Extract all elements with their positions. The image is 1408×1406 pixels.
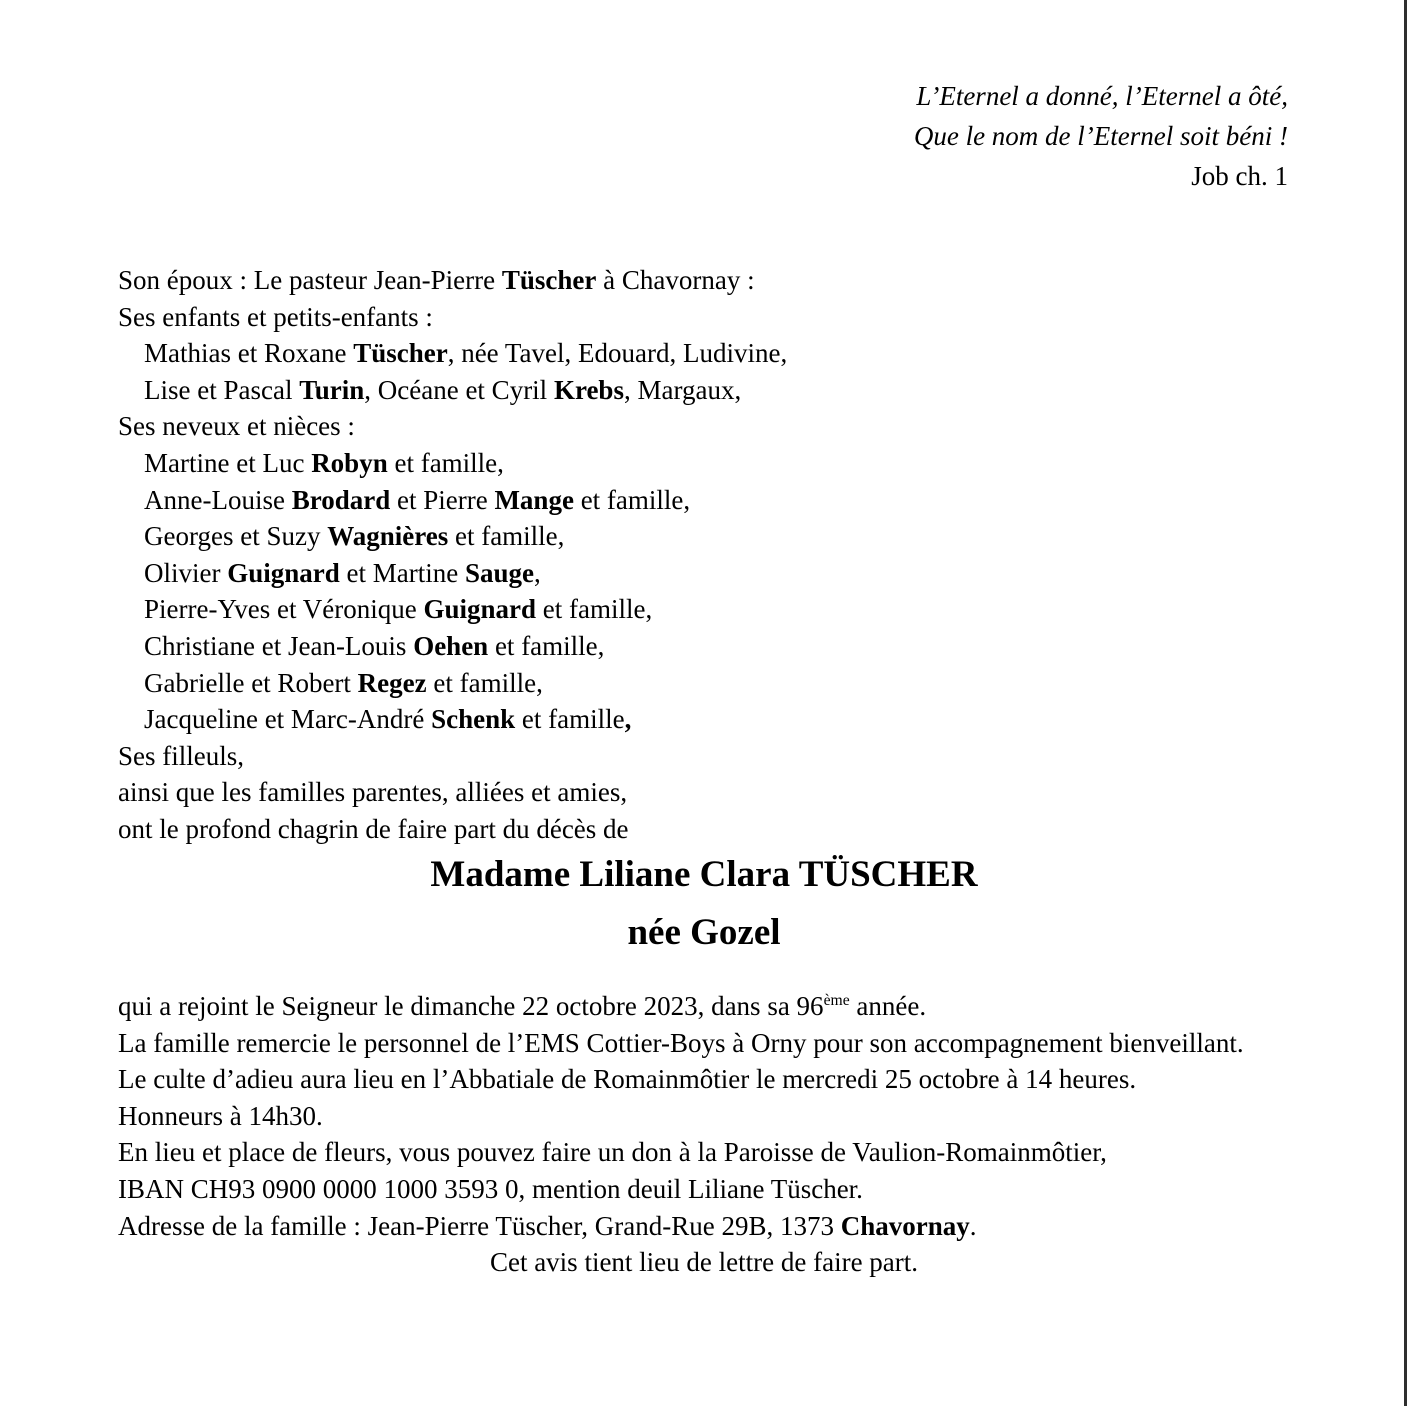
text-run: , xyxy=(534,557,541,588)
text-run: ème xyxy=(823,992,850,1009)
text-line xyxy=(118,518,1348,555)
epigraph-attribution: Job ch. 1 xyxy=(1191,161,1288,191)
text-line xyxy=(118,1208,1290,1245)
text-line xyxy=(118,774,1348,811)
text-line xyxy=(118,262,1348,299)
text-run: Jacqueline et Marc-André xyxy=(144,704,432,735)
deceased-maiden-name: née Gozel xyxy=(627,912,781,953)
text-run: Son époux : Le pasteur Jean-Pierre xyxy=(118,265,502,295)
text-run: Georges et Suzy xyxy=(144,521,328,552)
text-line xyxy=(118,555,1348,592)
text-line xyxy=(118,1134,1290,1171)
epigraph-line-1: L’Eternel a donné, l’Eternel a ôté, xyxy=(916,81,1288,111)
text-line xyxy=(118,1171,1290,1208)
text-line xyxy=(118,408,1348,445)
text-run: Gabrielle et Robert xyxy=(144,667,358,698)
text-run: Tüscher xyxy=(501,265,597,295)
text-run: Turin xyxy=(299,374,365,405)
text-run: La famille remercie le personnel de l’EMS Cottier-Boys à Orny pour son accompagnement bienveillant. xyxy=(118,1027,1244,1058)
text-line xyxy=(118,1244,1290,1281)
text-run: et famille, xyxy=(573,484,691,515)
text-line xyxy=(118,701,1348,738)
epigraph xyxy=(914,76,1288,196)
text-run: Tüscher xyxy=(353,338,448,369)
text-line xyxy=(118,988,1290,1025)
announcement-details xyxy=(118,988,1290,1281)
text-line xyxy=(118,372,1348,409)
text-run: , Océane et Cyril xyxy=(364,374,554,405)
text-run: . xyxy=(969,1210,977,1241)
epigraph-line-2: Que le nom de l’Eternel soit béni ! xyxy=(913,121,1288,151)
text-run: et famille, xyxy=(448,521,565,552)
text-line xyxy=(118,1061,1290,1098)
text-run: Christiane et Jean-Louis xyxy=(144,630,414,661)
text-run: Cet avis tient lieu de lettre de faire part. xyxy=(489,1247,919,1278)
text-run: Ses filleuls, xyxy=(118,740,244,771)
text-run: Oehen xyxy=(413,630,489,661)
text-run: Robyn xyxy=(311,447,388,478)
text-run: à Chavornay : xyxy=(596,265,755,295)
text-run: Sauge xyxy=(465,557,535,588)
text-line xyxy=(118,665,1348,702)
text-line xyxy=(118,738,1348,775)
text-run: Wagnières xyxy=(327,521,449,552)
text-run: Pierre-Yves et Véronique xyxy=(144,594,424,625)
text-run: année. xyxy=(849,991,927,1021)
text-run: et Martine xyxy=(339,557,465,588)
text-line xyxy=(118,811,1348,848)
family-list xyxy=(118,262,1348,848)
text-run: Guignard xyxy=(423,594,536,625)
deceased-name-block xyxy=(0,846,1408,962)
text-run: En lieu et place de fleurs, vous pouvez faire un don à la Paroisse de Vaulion-Romainmôtier, xyxy=(118,1137,1107,1168)
deceased-name: Madame Liliane Clara TÜSCHER xyxy=(430,854,978,895)
text-run: ont le profond chagrin de faire part du décès de xyxy=(118,813,629,844)
text-run: , née Tavel, Edouard, Ludivine, xyxy=(447,338,788,369)
text-run: et famille xyxy=(515,704,625,735)
text-run: Regez xyxy=(357,667,427,698)
text-run: , xyxy=(624,704,632,735)
text-line xyxy=(118,1025,1290,1062)
text-run: et famille, xyxy=(387,447,504,478)
text-run: ainsi que les familles parentes, alliées et amies, xyxy=(118,777,628,808)
text-run: Ses neveux et nièces : xyxy=(118,411,355,442)
text-run: Ses enfants et petits-enfants : xyxy=(118,301,433,332)
text-line xyxy=(118,591,1348,628)
text-run: et famille, xyxy=(488,630,605,661)
text-run: IBAN CH93 0900 0000 1000 3593 0, mention deuil Liliane Tüscher. xyxy=(118,1173,863,1204)
text-run: , Margaux, xyxy=(623,374,742,405)
text-run: Honneurs à 14h30. xyxy=(118,1100,323,1131)
text-line xyxy=(118,482,1348,519)
text-line xyxy=(118,628,1348,665)
text-line xyxy=(118,299,1348,336)
text-run: Schenk xyxy=(431,704,516,735)
text-run: Le culte d’adieu aura lieu en l’Abbatiale de Romainmôtier le mercredi 25 octobre à 14 heures. xyxy=(118,1064,1137,1095)
text-run: Brodard xyxy=(291,484,391,515)
text-run: Guignard xyxy=(227,557,340,588)
text-run: et famille, xyxy=(426,667,543,698)
text-run: Adresse de la famille : Jean-Pierre Tüscher, Grand-Rue 29B, 1373 xyxy=(118,1210,841,1241)
text-run: Krebs xyxy=(553,374,624,405)
text-run: Martine et Luc xyxy=(144,447,312,478)
text-run: Chavornay xyxy=(840,1210,970,1241)
text-run: Olivier xyxy=(144,557,228,588)
text-run: et Pierre xyxy=(390,484,495,515)
text-run: Mathias et Roxane xyxy=(144,338,354,369)
text-run: qui a rejoint le Seigneur le dimanche 22 octobre 2023, dans sa 96 xyxy=(118,991,824,1021)
text-run: et famille, xyxy=(536,594,653,625)
text-run: Lise et Pascal xyxy=(144,374,300,405)
text-run: Anne-Louise xyxy=(144,484,292,515)
text-line xyxy=(118,1098,1290,1135)
text-run: Mange xyxy=(494,484,574,515)
text-line xyxy=(118,335,1348,372)
page-right-edge-line xyxy=(1404,0,1407,1406)
text-line xyxy=(118,445,1348,482)
